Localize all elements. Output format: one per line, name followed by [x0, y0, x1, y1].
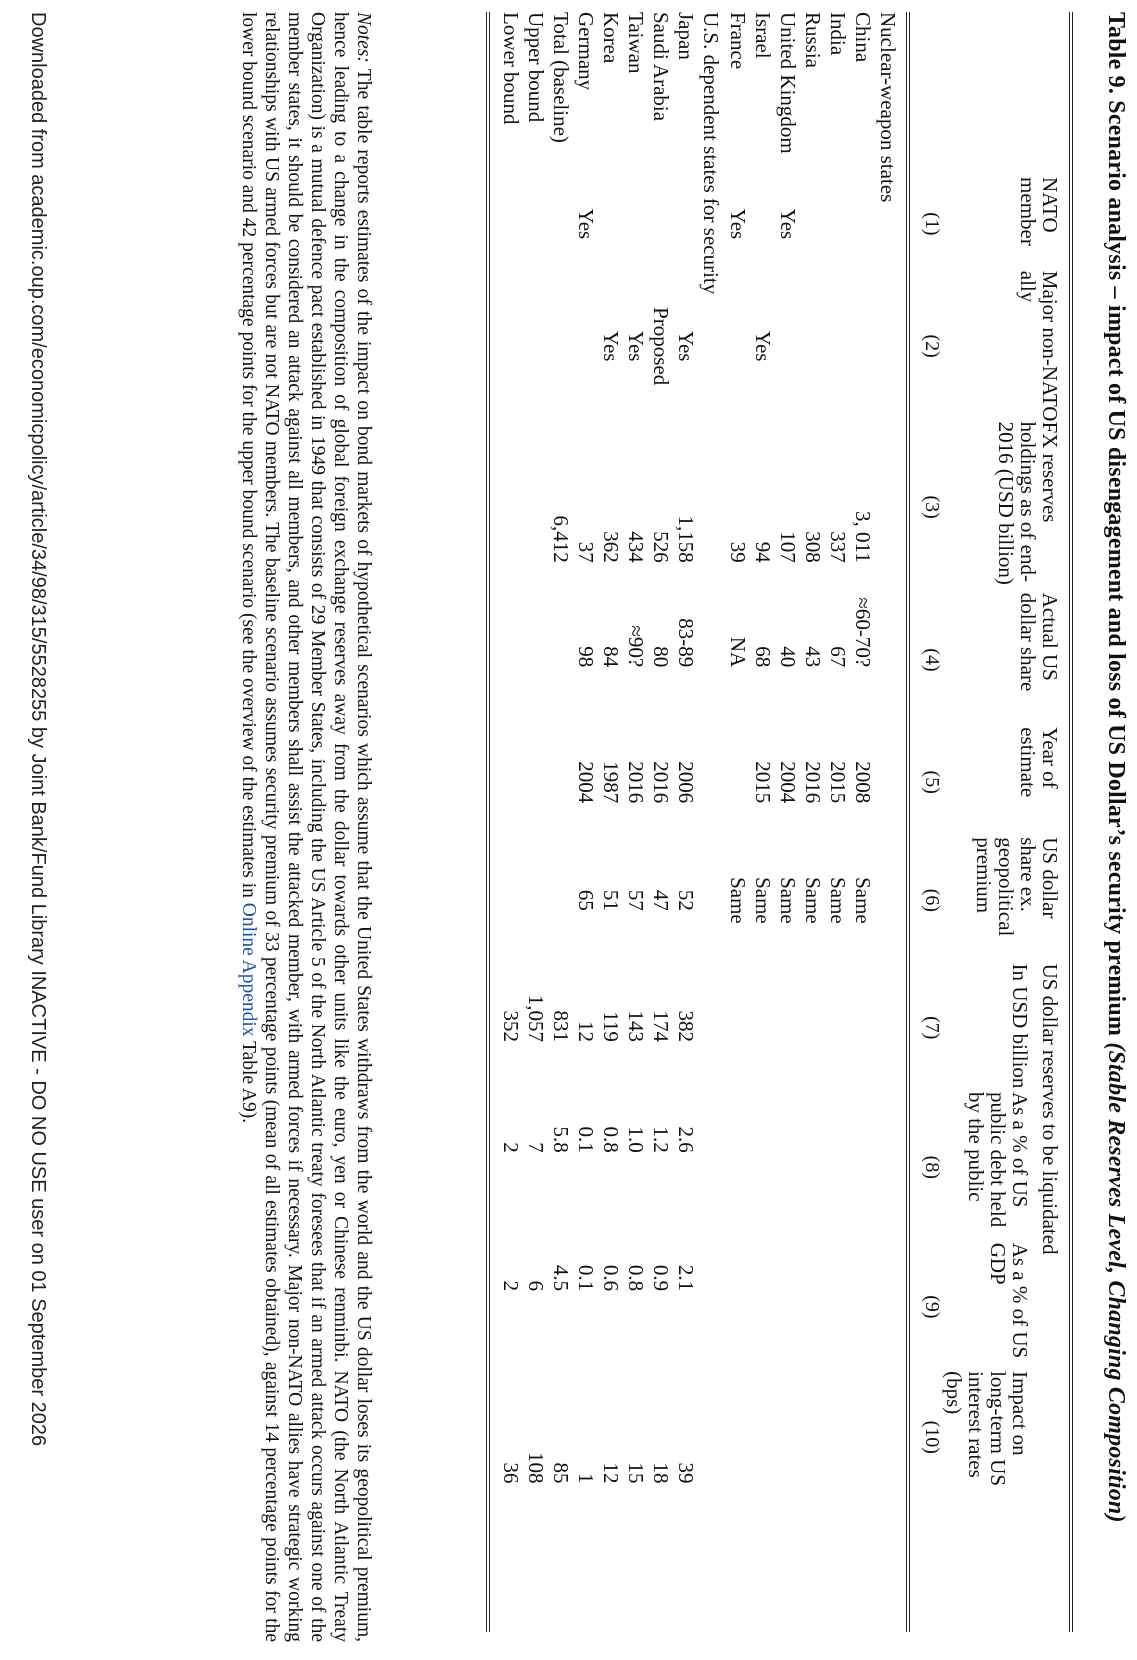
colnum-1: (1)	[921, 212, 943, 236]
empty-cell	[548, 1504, 573, 1632]
online-appendix-link[interactable]: Online Appendix	[238, 902, 259, 1037]
notes-tail: Table A9).	[238, 1041, 259, 1124]
empty-cell	[498, 177, 523, 271]
pdebt-cell	[800, 1092, 825, 1243]
gdp-cell	[800, 1243, 825, 1371]
bps-cell	[725, 1371, 750, 1503]
empty-cell	[875, 837, 906, 963]
row-label: Lower bound	[499, 12, 523, 125]
pdebt-cell: 1.0	[624, 1126, 648, 1153]
pdebt-cell: 5.8	[549, 1126, 573, 1153]
empty-cell	[548, 727, 573, 837]
year-cell: 2016	[801, 761, 825, 804]
row-label: Total (baseline)	[549, 12, 573, 143]
share-cell: 43	[801, 646, 825, 668]
colnum-4: (4)	[921, 648, 943, 672]
empty-cell	[523, 271, 548, 422]
fx-cell	[523, 422, 548, 593]
country-name: China	[851, 12, 875, 63]
empty-cell	[800, 1504, 825, 1632]
empty-cell	[548, 271, 573, 422]
title-italic: (Stable Reserves Level, Changing Composition)	[1103, 1042, 1129, 1523]
nato-cell	[800, 177, 825, 271]
colnum-2: (2)	[921, 334, 943, 358]
pdebt-cell	[750, 1092, 775, 1243]
bps-cell	[775, 1371, 800, 1503]
rule-line	[906, 12, 907, 1632]
empty-cell	[875, 1243, 906, 1371]
share-cell: 80	[649, 646, 673, 668]
gdp-cell: 0.9	[649, 1264, 673, 1292]
share-cell: 84	[599, 646, 623, 668]
fx-cell: 526	[649, 531, 673, 563]
pdebt-cell: 2.6	[674, 1126, 698, 1153]
empty-cell	[598, 1504, 623, 1632]
nato-cell	[750, 177, 775, 271]
empty-cell	[498, 727, 523, 837]
country-name: India	[826, 12, 850, 56]
section-title: U.S. dependent states for security	[699, 12, 723, 295]
bottom-rule-row	[486, 12, 498, 1632]
exgeo-cell: 51	[599, 889, 623, 911]
title-main: Table 9. Scenario analysis – impact of US disengagement and loss of US Dollar’s security premium	[1103, 12, 1129, 1037]
usd-cell: 12	[574, 1020, 598, 1042]
colnum-blank-2	[920, 1504, 943, 1632]
table-body	[486, 12, 920, 1632]
share-cell: 68	[751, 646, 775, 668]
fx-cell: 434	[624, 531, 648, 563]
gdp-cell: 4.5	[549, 1264, 573, 1292]
ally-cell: Proposed	[649, 307, 673, 386]
table-row	[648, 12, 673, 1632]
top-rule	[1072, 12, 1073, 1632]
share-cell: 67	[826, 646, 850, 668]
header-blank-2	[1039, 1504, 1061, 1632]
table-notes	[237, 12, 375, 1642]
empty-cell	[548, 837, 573, 963]
rule-line	[489, 12, 490, 1632]
exgeo-cell: Same	[801, 877, 825, 924]
section-header-row	[875, 12, 906, 1632]
row-label: Upper bound	[524, 12, 548, 123]
bps-cell: 1	[574, 1473, 598, 1484]
fx-cell: 39	[726, 541, 750, 563]
ally-cell: Yes	[624, 330, 648, 362]
country-name: Taiwan	[624, 12, 648, 74]
fx-cell: 94	[751, 541, 775, 563]
year-cell: 2008	[851, 761, 875, 804]
header-group: US dollar reserves to be liquidated	[1038, 963, 1062, 1255]
pdebt-cell: 0.8	[599, 1126, 623, 1153]
colnum-blank	[920, 12, 943, 177]
exgeo-cell: Same	[726, 877, 750, 924]
nato-cell: Yes	[726, 208, 750, 240]
empty-cell	[775, 1504, 800, 1632]
country-name: United Kingdom	[776, 12, 800, 154]
empty-cell	[825, 1504, 850, 1632]
nato-cell: Yes	[776, 208, 800, 240]
share-cell: 98	[574, 646, 598, 668]
empty-cell	[698, 964, 725, 1092]
gdp-cell	[850, 1243, 875, 1371]
share-cell: 40	[776, 646, 800, 668]
table-title	[1103, 12, 1129, 1642]
empty-cell	[548, 593, 573, 727]
country-name: France	[726, 12, 750, 70]
pdebt-cell: 0.1	[574, 1126, 598, 1153]
ally-cell: Yes	[599, 330, 623, 362]
table-row	[623, 12, 648, 1632]
ally-cell	[573, 271, 598, 422]
empty-cell	[498, 593, 523, 727]
empty-cell	[875, 593, 906, 727]
header-rule	[906, 12, 920, 1632]
empty-cell	[573, 1504, 598, 1632]
gdp-cell	[750, 1243, 775, 1371]
year-cell: 2015	[826, 761, 850, 804]
usd-cell: 1,057	[524, 994, 548, 1042]
table-row	[725, 12, 750, 1632]
empty-cell	[698, 837, 725, 963]
bps-cell	[800, 1371, 825, 1503]
empty-cell	[498, 1504, 523, 1632]
header-bps: Impact on long-term US interest rates (bps)	[942, 1371, 1032, 1486]
empty-cell	[875, 422, 906, 593]
nato-cell	[598, 177, 623, 271]
fx-cell: 37	[574, 541, 598, 563]
gdp-cell	[825, 1243, 850, 1371]
table-row	[825, 12, 850, 1632]
fx-cell: 337	[826, 531, 850, 563]
empty-cell	[698, 422, 725, 593]
gdp-cell	[725, 1243, 750, 1371]
header-exgeo: US dollar share ex. geopolitical premium	[972, 837, 1062, 937]
ally-cell: Yes	[751, 330, 775, 362]
table-row	[598, 12, 623, 1632]
fx-cell: 6,412	[549, 515, 573, 563]
header-gdp: As a % of US GDP	[986, 1242, 1032, 1359]
pdebt-cell	[850, 1092, 875, 1243]
empty-cell	[698, 593, 725, 727]
empty-cell	[698, 1504, 725, 1632]
ally-cell: Yes	[674, 330, 698, 362]
usd-cell: 119	[599, 1011, 623, 1042]
country-name: Russia	[801, 12, 825, 69]
header-fx: FX reserves holdings as of end-2016 (USD billion)	[994, 421, 1062, 585]
rule-line	[486, 12, 487, 1632]
year-cell: 2006	[674, 761, 698, 804]
download-watermark: Downloaded from academic.oup.com/economicpolicy/article/34/98/315/5528255 by Joint Bank/Fund Library INACTIVE - DO NO USE user on 01 September 2026	[27, 12, 49, 1447]
usd-cell: 174	[649, 1010, 673, 1042]
exgeo-cell: 57	[624, 889, 648, 911]
usd-cell: 352	[499, 1010, 523, 1042]
empty-cell	[875, 1504, 906, 1632]
total-row	[548, 12, 573, 1632]
fx-cell: 362	[599, 531, 623, 563]
country-name: Saudi Arabia	[649, 12, 673, 122]
section-title: Nuclear-weapon states	[876, 12, 900, 203]
exgeo-cell: Same	[826, 877, 850, 924]
exgeo-cell: Same	[851, 877, 875, 924]
country-name: Korea	[599, 12, 623, 64]
empty-cell	[623, 1504, 648, 1632]
year-cell: 2004	[776, 761, 800, 804]
empty-cell	[750, 1504, 775, 1632]
empty-cell	[673, 1504, 698, 1632]
country-name: Israel	[751, 12, 775, 59]
empty-cell	[875, 1092, 906, 1243]
empty-cell	[523, 593, 548, 727]
usd-cell	[800, 964, 825, 1092]
ally-cell	[775, 271, 800, 422]
empty-cell	[523, 727, 548, 837]
nato-cell	[825, 177, 850, 271]
bps-cell: 12	[599, 1462, 623, 1484]
colnum-5: (5)	[921, 770, 943, 794]
usd-cell: 831	[549, 1010, 573, 1042]
rule-line	[909, 12, 910, 1632]
empty-cell	[498, 837, 523, 963]
gdp-cell: 0.1	[574, 1264, 598, 1292]
exgeo-cell: 47	[649, 889, 673, 911]
table-row	[850, 12, 875, 1632]
fx-cell: 1,158	[674, 515, 698, 563]
exgeo-cell: 52	[674, 889, 698, 911]
gdp-cell: 0.6	[599, 1264, 623, 1292]
empty-cell	[523, 1504, 548, 1632]
header-share: Actual US dollar share	[1016, 592, 1062, 692]
fx-cell	[498, 422, 523, 593]
country-name: Japan	[674, 12, 698, 60]
bps-cell: 15	[624, 1462, 648, 1484]
ally-cell	[825, 271, 850, 422]
table-row	[573, 12, 598, 1632]
notes-text: The table reports estimates of the impact on bond markets of hypothetical scenarios which assume that the United States withdraws from the world and the US dollar loses its geopolitical premium, hence leading to a change in the composition of global foreign exchange reserves away from the dollar towards other units like the euro, yen or Chinese renminbi. NATO (the North Atlantic Treaty Organization) is a mutual defence pact established in 1949 that consists of 29 Member States, including the US Article 5 of the North Atlantic treaty foresees that if an armed attack occurs against one of the member states, it should be considered an attack against all members, and other members shall assist the attacked member, with armed forces if necessary. Major non-NATO allies have strategic working relationships with US armed forces but are not NATO members. The baseline scenario assumes security premium of 33 percentage points (mean of all estimates obtained), against 14 percentage points for the lower bound scenario and 42 percentage points for the upper bound scenario (see the overview of the estimates in	[238, 12, 374, 1643]
header-pdebt: As a % of US public debt held by the public	[964, 1091, 1032, 1228]
country-name: Germany	[574, 12, 598, 91]
table-row	[673, 12, 698, 1632]
usd-cell: 382	[674, 1010, 698, 1042]
year-cell: 2016	[649, 761, 673, 804]
usd-cell	[775, 964, 800, 1092]
header-usd: In USD billion	[1008, 963, 1032, 1089]
notes-label: Notes:	[353, 12, 374, 63]
nato-cell	[850, 177, 875, 271]
year-cell: 2016	[624, 761, 648, 804]
year-cell: 1987	[599, 761, 623, 804]
gdp-cell: 6	[524, 1280, 548, 1292]
table-row	[775, 12, 800, 1632]
empty-cell	[648, 1504, 673, 1632]
fx-cell: 107	[776, 531, 800, 563]
scenario-table	[486, 12, 1061, 1632]
upper-bound-row	[523, 12, 548, 1632]
gdp-cell: 2.1	[674, 1264, 698, 1292]
header-nato: NATO member	[1016, 177, 1062, 246]
empty-cell	[523, 837, 548, 963]
bps-cell: 36	[499, 1462, 523, 1484]
fx-cell: 3, 011	[851, 510, 875, 563]
bps-cell: 108	[524, 1452, 548, 1484]
empty-cell	[850, 1504, 875, 1632]
share-cell: ≈60-70?	[851, 597, 875, 668]
ally-cell	[850, 271, 875, 422]
section-header-row	[698, 12, 725, 1632]
usd-cell	[850, 964, 875, 1092]
empty-cell	[698, 727, 725, 837]
ally-cell	[800, 271, 825, 422]
fx-cell: 308	[801, 531, 825, 563]
pdebt-cell	[725, 1092, 750, 1243]
colnum-6: (6)	[921, 888, 943, 913]
header-blank	[1039, 12, 1061, 177]
colnum-7: (7)	[921, 1016, 943, 1040]
header-blank-3	[943, 12, 1039, 177]
exgeo-cell: 65	[574, 889, 598, 911]
lower-bound-row	[498, 12, 523, 1632]
year-cell: 2015	[751, 761, 775, 804]
pdebt-cell	[775, 1092, 800, 1243]
empty-cell	[698, 1243, 725, 1371]
header-year: Year of estimate	[1016, 727, 1062, 798]
year-cell	[725, 727, 750, 837]
table-row	[750, 12, 775, 1632]
share-cell: NA	[726, 636, 750, 668]
exgeo-cell: Same	[776, 877, 800, 924]
empty-cell	[523, 177, 548, 271]
pdebt-cell	[825, 1092, 850, 1243]
table-row	[800, 12, 825, 1632]
colnum-9: (9)	[921, 1295, 943, 1319]
nato-cell: Yes	[574, 208, 598, 240]
gdp-cell	[775, 1243, 800, 1371]
gdp-cell: 0.8	[624, 1264, 648, 1292]
bottom-rule	[486, 12, 498, 1632]
share-cell: 83-89	[674, 618, 698, 668]
bps-cell: 18	[649, 1462, 673, 1484]
bps-cell	[850, 1371, 875, 1503]
pdebt-cell: 7	[524, 1142, 548, 1153]
usd-cell: 143	[624, 1010, 648, 1042]
bps-cell	[825, 1371, 850, 1503]
colnum-3: (3)	[921, 495, 943, 519]
gdp-cell: 2	[499, 1280, 523, 1292]
colnum-8: (8)	[921, 1155, 943, 1179]
header-ally: Major non-NATO ally	[1016, 270, 1062, 422]
year-cell: 2004	[574, 761, 598, 804]
empty-cell	[875, 727, 906, 837]
colnum-10: (10)	[921, 1420, 943, 1454]
nato-cell	[648, 177, 673, 271]
usd-cell	[750, 964, 775, 1092]
header-rule-row	[906, 12, 920, 1632]
pdebt-cell: 2	[499, 1142, 523, 1153]
share-cell: ≈90?	[624, 625, 648, 668]
empty-cell	[548, 177, 573, 271]
empty-cell	[875, 964, 906, 1092]
nato-cell	[673, 177, 698, 271]
empty-cell	[725, 1504, 750, 1632]
bps-cell: 85	[549, 1462, 573, 1484]
pdebt-cell: 1.2	[649, 1126, 673, 1153]
exgeo-cell: Same	[751, 877, 775, 924]
empty-cell	[875, 1371, 906, 1503]
empty-cell	[698, 1371, 725, 1503]
bps-cell: 39	[674, 1462, 698, 1484]
usd-cell	[825, 964, 850, 1092]
usd-cell	[725, 964, 750, 1092]
bps-cell	[750, 1371, 775, 1503]
nato-cell	[623, 177, 648, 271]
empty-cell	[698, 1092, 725, 1243]
top-rule-2	[1069, 12, 1070, 1632]
ally-cell	[725, 271, 750, 422]
empty-cell	[498, 271, 523, 422]
